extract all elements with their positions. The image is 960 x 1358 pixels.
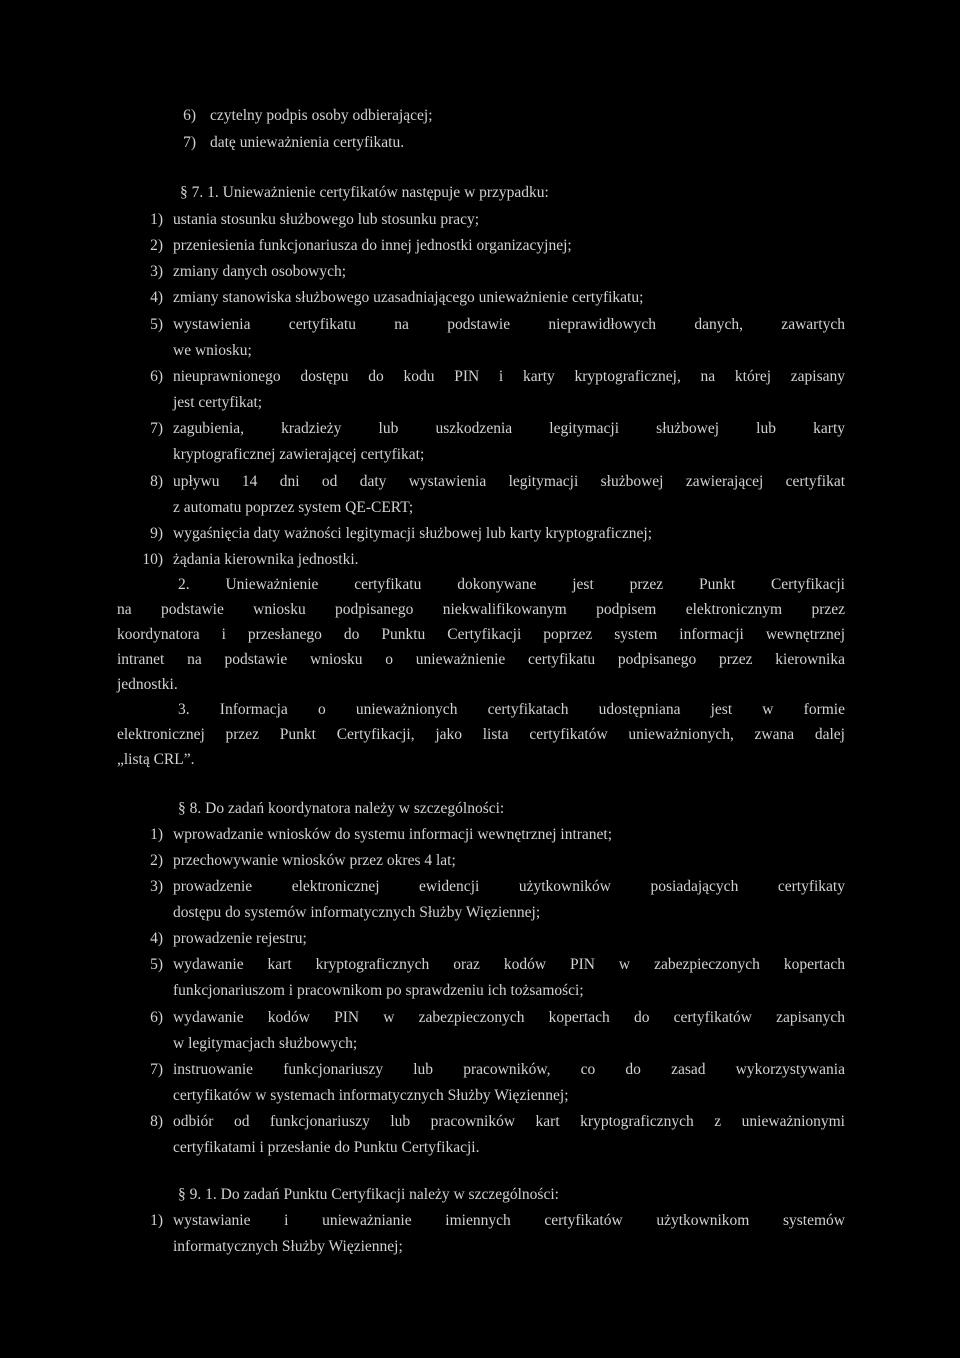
list-item-text: zmiany danych osobowych;: [173, 263, 347, 280]
list-item-text: wystawienia certyfikatu na podstawie nieprawidłowych danych, zawartych: [173, 316, 845, 333]
list-item-text: we wniosku;: [173, 342, 252, 359]
list-item-text: prowadzenie rejestru;: [173, 930, 307, 947]
list-item-text: czytelny podpis osoby odbierającej;: [210, 107, 433, 124]
list-item-text: zagubienia, kradzieży lub uszkodzenia legitymacji służbowej lub karty: [173, 420, 845, 437]
list-number: 1): [150, 211, 163, 228]
list-item-text: kryptograficznej zawierającej certyfikat;: [173, 446, 425, 463]
list-number: 8): [150, 1113, 163, 1130]
paragraph-line: jednostki.: [117, 676, 178, 693]
list-item-text: dostępu do systemów informatycznych Służby Więziennej;: [173, 904, 541, 921]
list-item-text: przechowywanie wniosków przez okres 4 lat;: [173, 852, 456, 869]
list-item-text: wygaśnięcia daty ważności legitymacji służbowej lub karty kryptograficznej;: [173, 525, 653, 542]
list-item-text: z automatu poprzez system QE-CERT;: [173, 499, 414, 516]
paragraph-line: 2. Unieważnienie certyfikatu dokonywane jest przez Punkt Certyfikacji: [178, 576, 845, 593]
list-number: 10): [142, 551, 163, 568]
list-number: 7): [150, 420, 163, 437]
list-number: 2): [150, 237, 163, 254]
list-number: 6): [150, 368, 163, 385]
paragraph-line: elektronicznej przez Punkt Certyfikacji, jako lista certyfikatów unieważnionych, zwana dalej: [117, 726, 845, 743]
list-number: 7): [150, 1061, 163, 1078]
section-9-lead: § 9. 1. Do zadań Punktu Certyfikacji należy w szczególności:: [178, 1186, 559, 1203]
list-item-text: wystawianie i unieważnianie imiennych certyfikatów użytkownikom systemów: [173, 1212, 845, 1229]
list-item-text: wydawanie kodów PIN w zabezpieczonych kopertach do certyfikatów zapisanych: [173, 1009, 845, 1026]
list-item-text: zmiany stanowiska służbowego uzasadniającego unieważnienie certyfikatu;: [173, 289, 644, 306]
list-item-text: nieuprawnionego dostępu do kodu PIN i karty kryptograficznej, na której zapisany: [173, 368, 845, 385]
list-number: 3): [150, 263, 163, 280]
paragraph-line: 3. Informacja o unieważnionych certyfikatach udostępniana jest w formie: [178, 701, 845, 718]
list-item-text: upływu 14 dni od daty wystawienia legitymacji służbowej zawierającej certyfikat: [173, 473, 845, 490]
paragraph-line: intranet na podstawie wniosku o unieważnienie certyfikatu podpisanego przez kierownika: [117, 651, 845, 668]
list-item-text: certyfikatami i przesłanie do Punktu Certyfikacji.: [173, 1139, 480, 1156]
list-number: 5): [150, 956, 163, 973]
list-number: 5): [150, 316, 163, 333]
list-item-text: prowadzenie elektronicznej ewidencji użytkowników posiadających certyfikaty: [173, 878, 845, 895]
list-item-text: funkcjonariuszom i pracownikom po sprawdzeniu ich tożsamości;: [173, 982, 584, 999]
list-number: 3): [150, 878, 163, 895]
list-item-text: żądania kierownika jednostki.: [173, 551, 359, 568]
list-item-text: wydawanie kart kryptograficznych oraz kodów PIN w zabezpieczonych kopertach: [173, 956, 845, 973]
paragraph-line: na podstawie wniosku podpisanego niekwalifikowanym podpisem elektronicznym przez: [117, 601, 845, 618]
list-number: 6): [150, 1009, 163, 1026]
list-number: 2): [150, 852, 163, 869]
list-item-text: przeniesienia funkcjonariusza do innej jednostki organizacyjnej;: [173, 237, 572, 254]
section-7-lead: § 7. 1. Unieważnienie certyfikatów następuje w przypadku:: [180, 184, 549, 201]
list-item-text: informatycznych Służby Więziennej;: [173, 1238, 403, 1255]
list-item-text: ustania stosunku służbowego lub stosunku pracy;: [173, 211, 480, 228]
list-number: 7): [183, 134, 196, 151]
list-item-text: instruowanie funkcjonariuszy lub pracowników, co do zasad wykorzystywania: [173, 1061, 845, 1078]
list-number: 4): [150, 930, 163, 947]
paragraph-line: koordynatora i przesłanego do Punktu Certyfikacji poprzez system informacji wewnętrznej: [117, 626, 845, 643]
list-number: 6): [183, 107, 196, 124]
paragraph-line: „listą CRL”.: [117, 751, 195, 768]
list-item-text: jest certyfikat;: [173, 394, 263, 411]
list-number: 4): [150, 289, 163, 306]
list-item-text: certyfikatów w systemach informatycznych Służby Więziennej;: [173, 1087, 569, 1104]
list-number: 1): [150, 826, 163, 843]
list-number: 9): [150, 525, 163, 542]
section-8-lead: § 8. Do zadań koordynatora należy w szczególności:: [178, 800, 505, 817]
list-item-text: w legitymacjach służbowych;: [173, 1035, 358, 1052]
list-number: 8): [150, 473, 163, 490]
list-number: 1): [150, 1212, 163, 1229]
list-item-text: wprowadzanie wniosków do systemu informacji wewnętrznej intranet;: [173, 826, 613, 843]
list-item-text: datę unieważnienia certyfikatu.: [210, 134, 405, 151]
list-item-text: odbiór od funkcjonariuszy lub pracowników kart kryptograficznych z unieważnionymi: [173, 1113, 845, 1130]
